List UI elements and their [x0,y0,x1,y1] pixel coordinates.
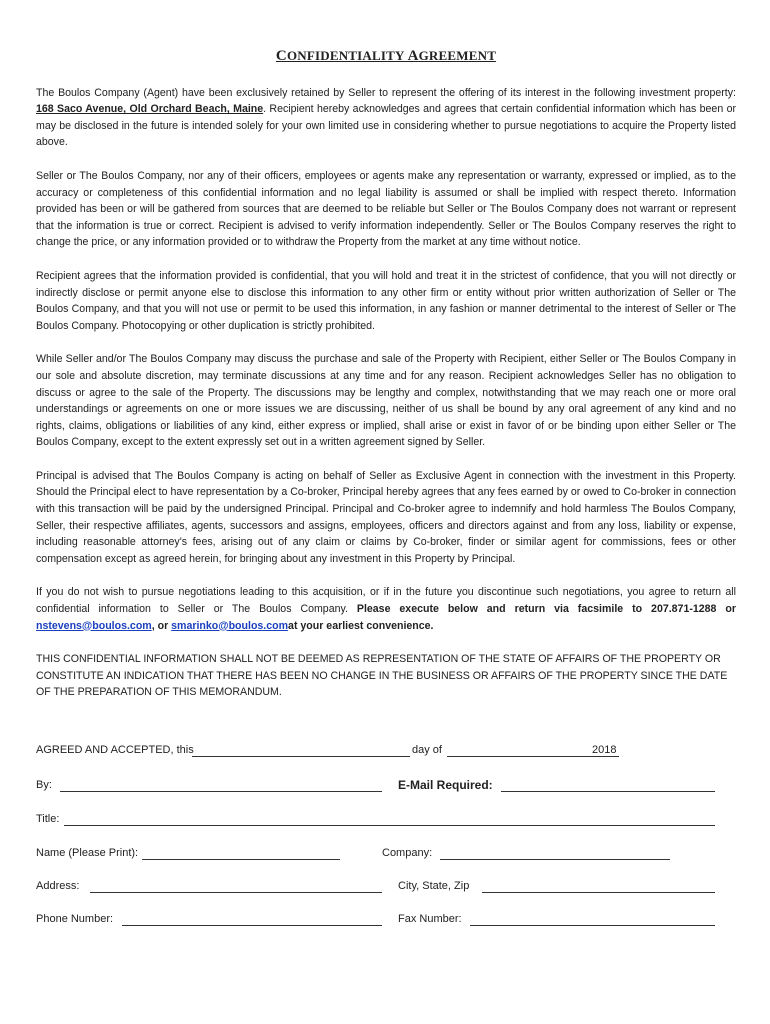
agreed-day-field[interactable] [192,744,410,757]
fax-label: Fax Number: [398,913,462,925]
p6-or: , or [151,619,172,632]
p6-text: If you do not wish to pursue negotiations leading to this acquisition, or if in the future you discontinue such negotiations, you agree to return all confidential information to Seller or The Boulos Company. [36,586,736,616]
email-link-smarinko[interactable]: smarinko@boulos.com [171,619,289,632]
fax-field[interactable] [470,913,715,926]
title-cap-c: C [275,48,287,64]
city-state-zip-label: City, State, Zip [398,880,470,892]
phone-label: Phone Number: [36,913,114,925]
name-company-row [36,847,736,865]
name-field[interactable] [142,847,340,860]
title-cap-a: A [407,48,419,64]
address-city-row [36,880,736,898]
p1-text-b: . Recipient hereby acknowledges and agrees that certain confidential information which has been or may be disclosed in the future is intended solely for your own limited use in considering whether to pursue negotiations to acquire the Property listed above. [36,103,736,149]
address-field[interactable] [90,880,382,893]
paragraph-discussions: While Seller and/or The Boulos Company may discuss the purchase and sale of the Property with Recipient, either Seller or The Boulos Company in our sole and absolute discretion, may terminate discussions at any time and for any reason. Recipient acknowledges Seller has no obligation to discuss or agree to the sale of the Property. The discussions may be lengthy and complex, notwithstanding that we may reach one or more oral understandings or agreements on one or more issues we are discussing, neither of us shall be bound by any oral agreement of any kind and no rights, claims, obligations or liabilities of any kind, either express or implied, shall arise or exist in favor of or be binding upon either Seller or The Boulos Company, except to the extent expressly set out in a written agreement signed by Seller. [36,353,736,449]
title-row [36,813,736,831]
address-label: Address: [36,880,80,892]
paragraph-principal: Principal is advised that The Boulos Company is acting on behalf of Seller as Exclusive Agent in connection with the investment in this Property. Should the Principal elect to have representation by a Co-broker, Principal hereby agrees that any fees earned by or owed to Co-broker in connection with this transaction will be paid by the undersigned Principal. Principal and Co-broker agree to indemnify and hold harmless The Boulos Company, Seller, their respective affiliates, agents, successors and assigns, employees, officers and directors against and from any loss, liability or expense, including reasonable attorney's fees, arising out of any claim or claims by Co-broker, finder or similar agent for commissions, fees or other compensation except as agreed herein, for bringing about any investment in this Property by Principal. [36,469,736,565]
p1-text-a: The Boulos Company (Agent) have been exclusively retained by Seller to represent the offering of its interest in the following investment property: [36,86,736,99]
company-field[interactable] [440,847,670,860]
property-address: 168 Saco Avenue, Old Orchard Beach, Maine [36,103,264,116]
by-signature-field[interactable] [60,779,382,792]
day-of-label: day of [412,744,442,756]
email-required-label: E-Mail Required: [398,778,493,792]
p6-instruction: Please execute below and return via facsimile to 207.871-1288 or [356,603,736,616]
title-label: Title: [36,813,60,825]
paragraph-confidentiality: Recipient agrees that the information provided is confidential, that you will hold and treat it in the strictest of confidence, that you will not directly or indirectly disclose or permit anyone else to disclose this information to any other firm or entity without prior written authorization of Seller or The Boulos Company, and that you will not use or permit to be used this information, in any fashion or manner detrimental to the interest of Seller or The Boulos Company. Photocopying or other duplication is strictly prohibited. [36,269,736,332]
title-field[interactable] [64,813,715,826]
paragraph-disclaimer-caps: THIS CONFIDENTIAL INFORMATION SHALL NOT BE DEEMED AS REPRESENTATION OF THE STATE OF AFFAIRS OF THE PROPERTY OR CONSTITUTE AN INDICATION THAT THERE HAS BEEN NO CHANGE IN THE BUSINESS OR AFFAIRS OF THE PROPERTY SINCE THE DATE OF THE PREPARATION OF THIS MEMORANDUM. [36,653,728,699]
title-part-1: ONFIDENTIALITY [286,48,408,63]
title-part-2: GREEMENT [418,48,497,63]
signature-form [36,0,736,1024]
by-row [36,779,736,797]
p6-end: at your earliest convenience. [288,619,434,632]
agreed-label: AGREED AND ACCEPTED, this [36,744,194,756]
company-label: Company: [382,847,433,859]
name-label: Name (Please Print): [36,847,139,859]
agreed-year: 2018 [592,744,617,756]
email-link-nstevens[interactable]: nstevens@boulos.com [36,619,152,632]
email-field[interactable] [501,779,715,792]
city-state-zip-field[interactable] [482,880,715,893]
phone-fax-row [36,913,736,931]
paragraph-no-warranty: Seller or The Boulos Company, nor any of their officers, employees or agents make any representation or warranty, expressed or implied, as to the accuracy or completeness of this confidential information and no legal liability is assumed or shall be implied with respect thereto. Information provided has been or will be gathered from sources that are deemed to be reliable but Seller or The Boulos Company does not warrant or represent that the information is true or correct. Recipient is advised to verify information independently. Seller or The Boulos Company reserves the right to change the price, or any information provided or to withdraw the Property from the market at any time without notice. [36,169,736,249]
by-label: By: [36,779,52,791]
agreed-row [36,744,736,762]
phone-field[interactable] [122,913,382,926]
